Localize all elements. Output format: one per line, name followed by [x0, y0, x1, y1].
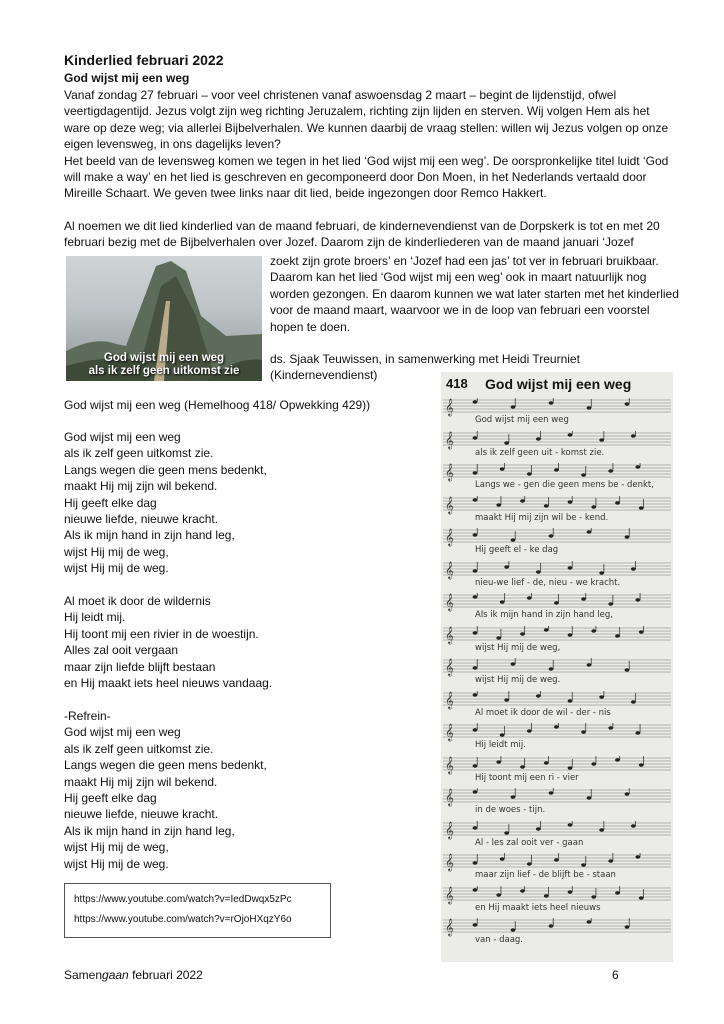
sheet-music-title: God wijst mij een weg: [485, 376, 632, 392]
sheet-music-lyric: van - daag.: [475, 935, 524, 945]
lyric-line: wijst Hij mij de weg,: [64, 544, 169, 559]
svg-text:𝄞: 𝄞: [445, 431, 454, 449]
sheet-music: [441, 372, 673, 962]
svg-text:𝄞: 𝄞: [445, 724, 454, 741]
caption-line-2: als ik zelf geen uitkomst zie: [88, 365, 240, 377]
lyric-line: Langs wegen die geen mens bedenkt,: [64, 758, 267, 773]
lyric-line: Al moet ik door de wildernis: [64, 594, 211, 609]
sheet-music-lyric: Hij toont mij een ri - vier: [475, 772, 579, 783]
sheet-music-lyric: Als ik mijn hand in zijn hand leg,: [475, 610, 613, 620]
svg-text:𝄞: 𝄞: [445, 919, 454, 936]
svg-text:𝄞: 𝄞: [445, 399, 454, 416]
intro-paragraph: Vanaf zondag 27 februari – voor veel christenen vanaf aswoensdag 2 maart – begint de lijdenstijd, ofwel veertigdagentijd. Jezus volgt zijn weg richting Jeruzalem, richting zijn lijden en sterven. Wij volgen Hem als het ware op deze weg; via allerlei Bijbelverhalen. We kunnen daarbij de vraag stellen: willen wij Jezus volgen op onze eigen levensweg, in ons dagelijks leven?: [64, 88, 669, 152]
intro-text: [64, 87, 676, 251]
stanza-gap: [64, 691, 424, 707]
svg-text:𝄞: 𝄞: [445, 789, 454, 806]
lyric-line: Hij toont mij een rivier in de woestijn.: [64, 626, 259, 641]
lyric-line: maar zijn liefde blijft bestaan: [64, 659, 216, 674]
lyric-line: en Hij maakt iets heel nieuws vandaag.: [64, 676, 273, 691]
page-number: 6: [612, 968, 619, 982]
svg-text:𝄞: 𝄞: [445, 561, 454, 579]
footer-italic: gaan: [102, 968, 129, 982]
lyric-line: als ik zelf geen uitkomst zie.: [64, 741, 214, 756]
svg-text:𝄞: 𝄞: [445, 594, 454, 611]
lyric-line: nieuwe liefde, nieuwe kracht.: [64, 807, 219, 822]
image-caption: [66, 352, 262, 378]
lyrics: [64, 429, 424, 872]
caption-line-1: God wijst mij een weg: [103, 352, 225, 364]
sheet-music-lyric: Hij leidt mij.: [475, 740, 526, 750]
svg-text:𝄞: 𝄞: [445, 756, 454, 774]
lyric-line: maakt Hij mij zijn wil bekend.: [64, 479, 218, 494]
sheet-music-lyric: Hij geeft el - ke dag: [475, 545, 559, 555]
footer-magazine: [64, 968, 203, 982]
lyric-line: wijst Hij mij de weg.: [64, 561, 169, 576]
stanza-gap: [64, 577, 424, 593]
svg-text:𝄞: 𝄞: [445, 496, 454, 514]
signature: ds. Sjaak Teuwissen, in samenwerking met Heidi Treurniet (Kindernevendienst): [270, 352, 580, 383]
svg-text:𝄞: 𝄞: [445, 886, 454, 904]
svg-text:𝄞: 𝄞: [445, 464, 454, 481]
lyric-line: Hij geeft elke dag: [64, 790, 157, 805]
sheet-music-lyric: en Hij maakt iets heel nieuws: [475, 902, 601, 913]
hymn-number: 418: [446, 376, 468, 391]
svg-text:𝄞: 𝄞: [445, 691, 454, 709]
sheet-music-lyric: Al - les zal ooit ver - gaan: [475, 837, 584, 848]
lyric-line: Als ik mijn hand in zijn hand leg,: [64, 528, 235, 543]
svg-text:𝄞: 𝄞: [445, 529, 454, 546]
lyric-line: Als ik mijn hand in zijn hand leg,: [64, 823, 235, 838]
svg-text:𝄞: 𝄞: [445, 821, 454, 839]
song-subtitle: God wijst mij een weg: [64, 71, 190, 85]
lyric-line: Alles zal ooit vergaan: [64, 643, 179, 658]
lyric-line: Hij leidt mij.: [64, 610, 126, 625]
lyric-line: wijst Hij mij de weg,: [64, 840, 169, 855]
sheet-music-lyric: wijst Hij mij de weg.: [475, 675, 561, 685]
lyric-line: God wijst mij een weg: [64, 430, 181, 444]
sheet-music-lyric: Al moet ik door de wil - der - nis: [475, 707, 611, 718]
lyric-line: -Refrein-: [64, 708, 111, 723]
song-reference: God wijst mij een weg (Hemelhoog 418/ Opwekking 429)): [64, 398, 371, 412]
lyric-line: als ik zelf geen uitkomst zie.: [64, 446, 214, 461]
youtube-link-1[interactable]: https://www.youtube.com/watch?v=IedDwqx5zPc: [74, 894, 292, 905]
sheet-music-lyric: maakt Hij mij zijn wil be - kend.: [475, 512, 609, 523]
svg-text:𝄞: 𝄞: [445, 854, 454, 871]
svg-text:𝄞: 𝄞: [445, 659, 454, 676]
sheet-music-lyric: God wijst mij een weg: [475, 415, 569, 425]
sheet-music-lyric: als ik zelf geen uit - komst zie.: [475, 447, 605, 458]
sheet-music-lyric: maar zijn lief - de blijft be - staan: [475, 870, 616, 880]
lyric-line: God wijst mij een weg: [64, 725, 181, 740]
intro-paragraph: Het beeld van de levensweg komen we tegen in het lied ‘God wijst mij een weg’. De oorspronkelijke titel luidt ‘God will make a way’ en het lied is geschreven en gecomponeerd door Don Moen, in het Nederlands vertaald door Mireille Schaart. We geven twee links naar dit lied, beide ingezongen door Remco Hakkert.: [64, 153, 669, 201]
footer-post: februari 2022: [128, 968, 203, 982]
side-text: [270, 253, 680, 384]
lyric-line: maakt Hij mij zijn wil bekend.: [64, 774, 218, 789]
side-paragraph: zoekt zijn grote broers’ en ‘Jozef had een jas’ tot ver in februari bruikbaar. Daarom kan het lied ‘God wijst mij een weg’ ook in maart natuurlijk nog worden gezongen. En daarom kunnen we wat later starten met het kinderlied voor de maand maart, waarvoor we in de loop van februari een voorstel hopen te doen.: [270, 254, 679, 334]
sheet-music-lyric: Langs we - gen die geen mens be - denkt,: [475, 480, 654, 490]
sheet-music-lyric: wijst Hij mij de weg,: [475, 642, 561, 653]
lyric-line: wijst Hij mij de weg.: [64, 856, 169, 871]
intro-paragraph: Al noemen we dit lied kinderlied van de maand februari, de kindernevendienst van de Dorpskerk is tot en met 20 februari bezig met de Bijbelverhalen over Jozef. Daarom zijn de kinderliederen van de maand januari ‘Jozef: [64, 218, 660, 250]
youtube-link-2[interactable]: https://www.youtube.com/watch?v=rOjoHXqzY6o: [74, 914, 292, 925]
lyric-line: Hij geeft elke dag: [64, 495, 157, 510]
footer-pre: Samen: [64, 968, 103, 982]
sheet-music-lyric: in de woes - tijn.: [475, 805, 546, 815]
lyric-line: Langs wegen die geen mens bedenkt,: [64, 462, 267, 477]
lyric-line: nieuwe liefde, nieuwe kracht.: [64, 512, 219, 527]
page-title: Kinderlied februari 2022: [64, 52, 224, 68]
links-box: [64, 883, 331, 938]
mountain-path-image: [66, 256, 262, 381]
svg-text:𝄞: 𝄞: [445, 626, 454, 644]
sheet-music-lyric: nieu-we lief - de, nieu - we kracht.: [475, 577, 621, 588]
